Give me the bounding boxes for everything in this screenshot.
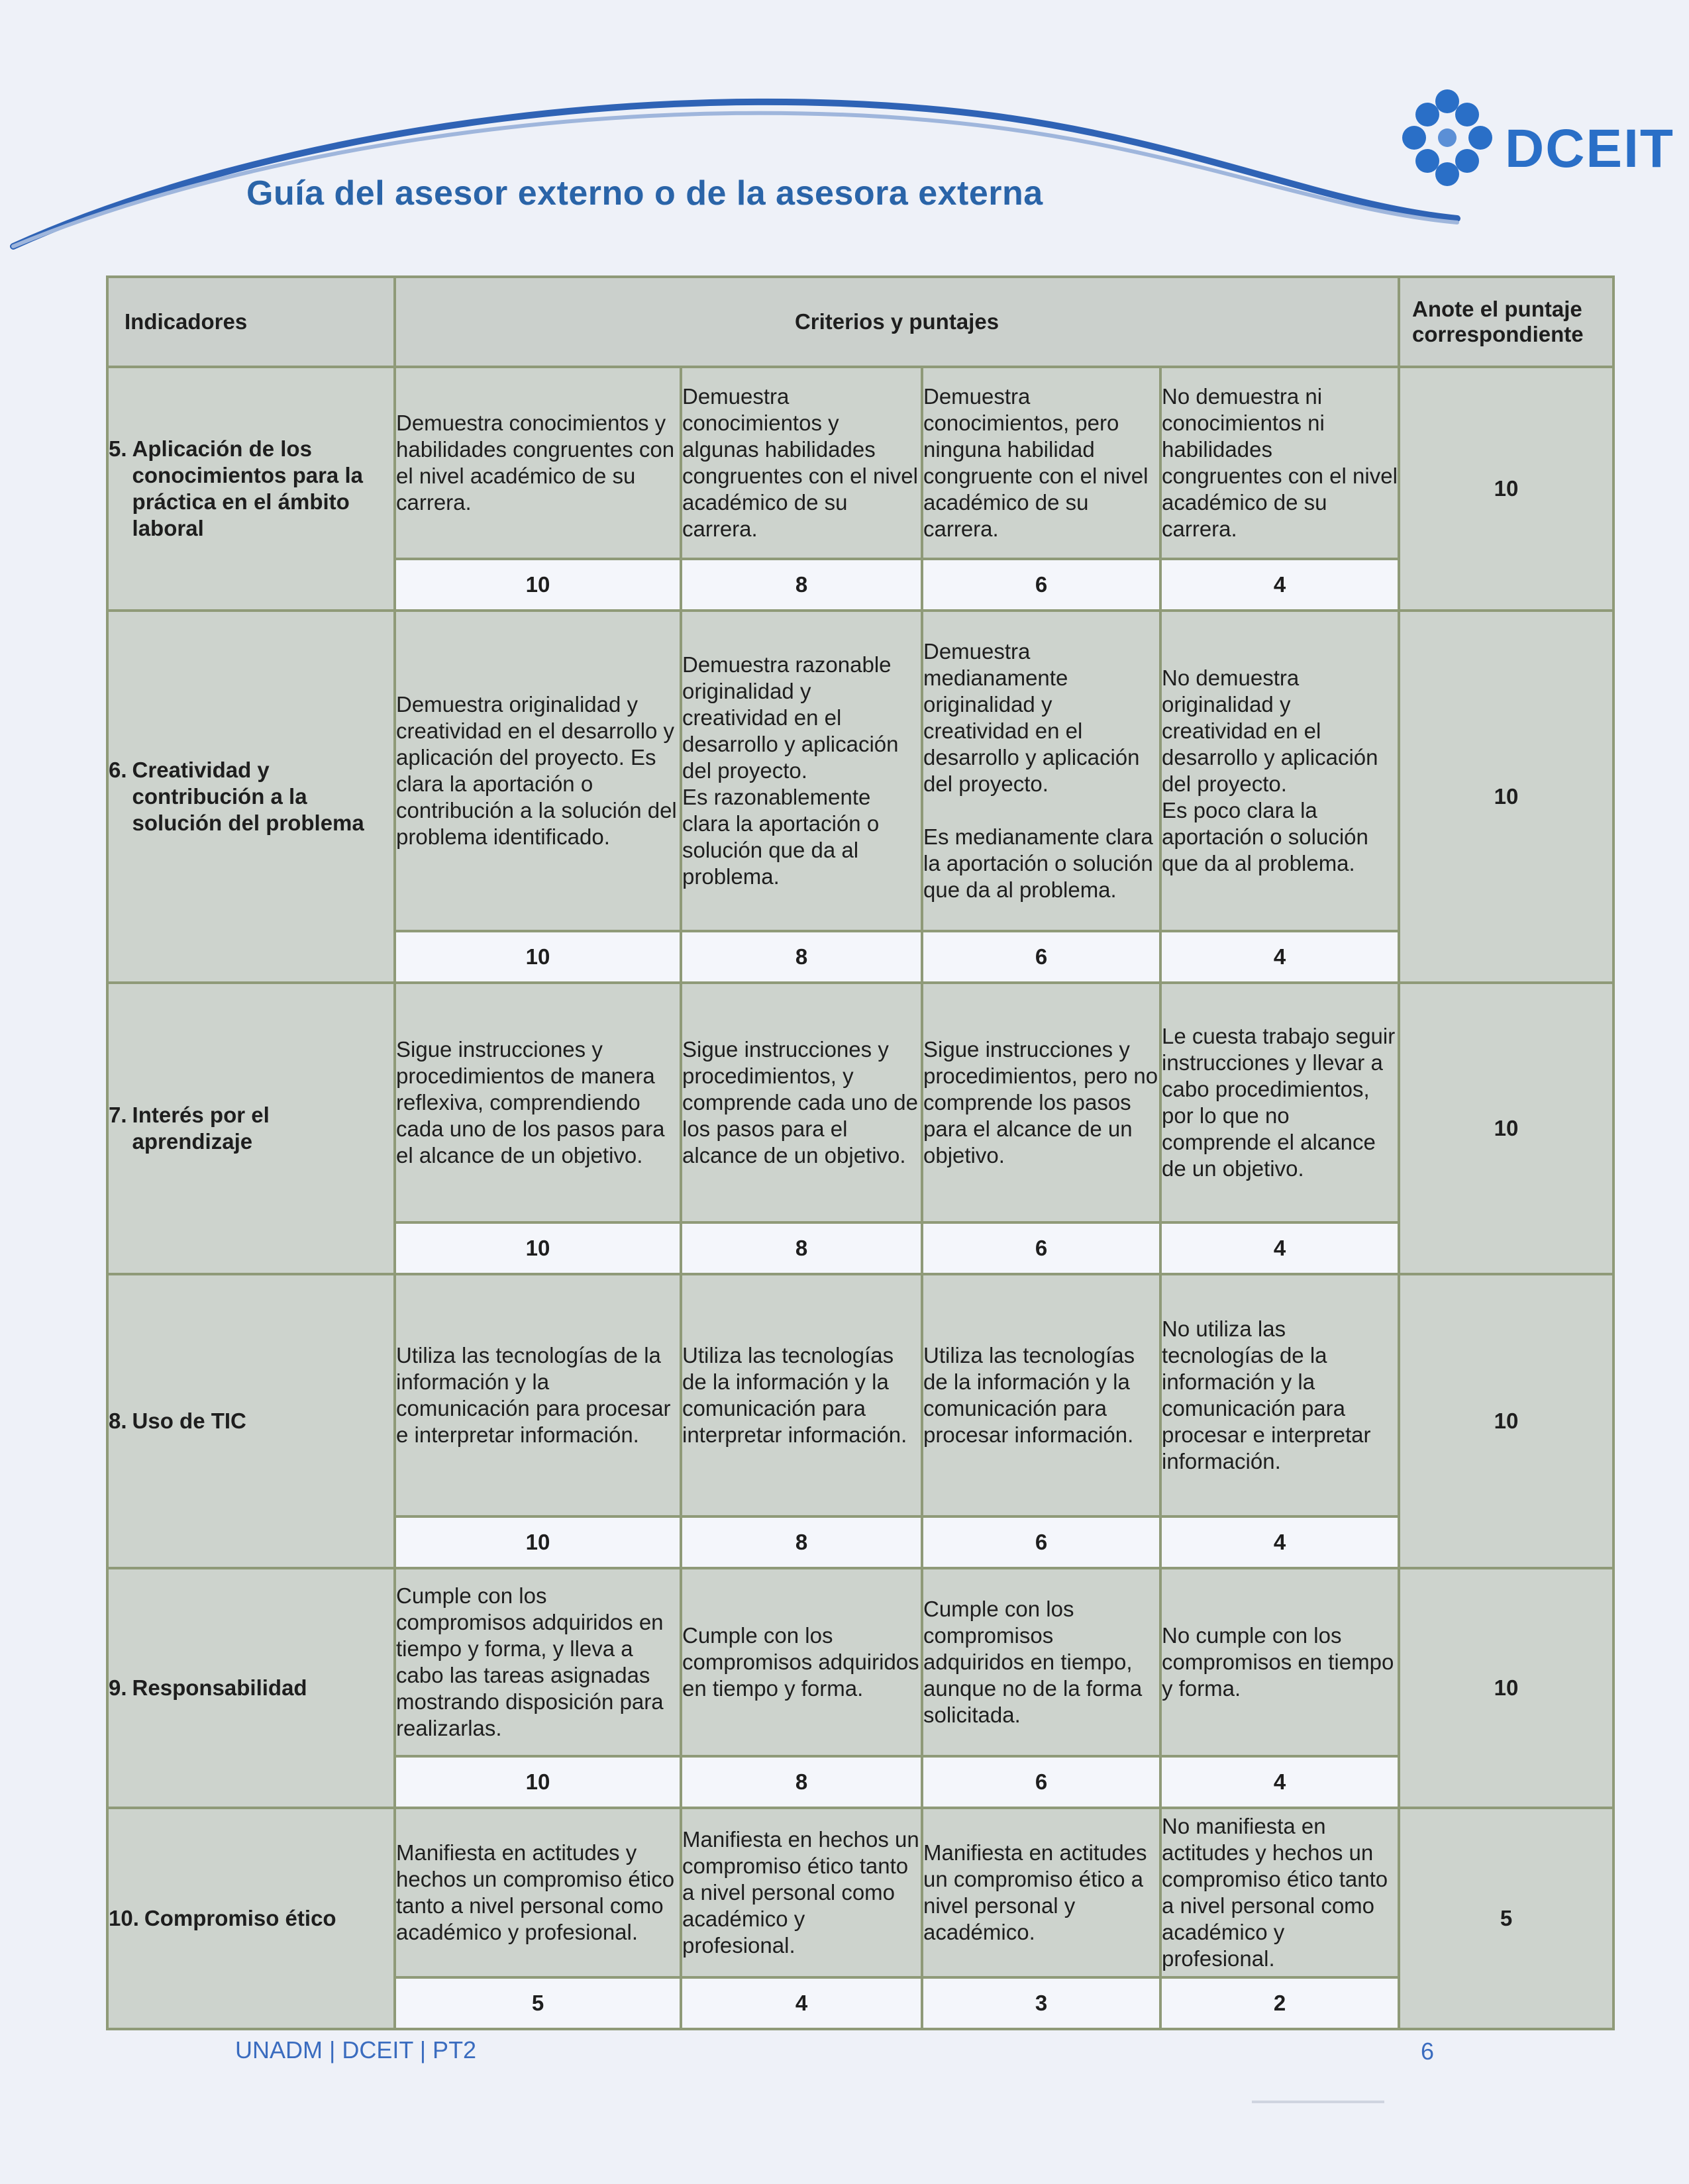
points-cell: 6 bbox=[922, 1516, 1160, 1568]
criterion-cell: No demuestra ni conocimientos ni habilidades congruentes con el nivel académico de su carrera. bbox=[1160, 367, 1399, 559]
points-cell: 10 bbox=[395, 1516, 681, 1568]
criterion-cell: Demuestra medianamente originalidad y creatividad en el desarrollo y aplicación del proyecto. Es medianamente clara la aportación o solución que da al problema. bbox=[922, 611, 1160, 931]
criterion-cell: No demuestra originalidad y creatividad en el desarrollo y aplicación del proyecto. Es poco clara la aportación o solución que da al problema. bbox=[1160, 611, 1399, 931]
points-cell: 10 bbox=[395, 1222, 681, 1274]
score-cell: 10 bbox=[1399, 983, 1613, 1274]
score-cell: 10 bbox=[1399, 1568, 1613, 1808]
criterion-cell: Demuestra conocimientos y algunas habilidades congruentes con el nivel académico de su carrera. bbox=[681, 367, 922, 559]
logo-text: DCEIT bbox=[1505, 119, 1674, 179]
score-cell: 10 bbox=[1399, 1274, 1613, 1568]
indicator-cell bbox=[107, 983, 395, 1274]
points-cell: 10 bbox=[395, 1756, 681, 1808]
points-cell: 3 bbox=[922, 1977, 1160, 2029]
evaluation-rubric-table bbox=[106, 275, 1615, 2030]
header-criteria: Criterios y puntajes bbox=[395, 277, 1399, 367]
table-row bbox=[107, 1274, 1613, 1516]
scan-mark bbox=[1252, 2101, 1384, 2103]
table-row bbox=[107, 367, 1613, 559]
indicator-number: 6. bbox=[109, 758, 127, 782]
indicator-cell bbox=[107, 611, 395, 983]
points-cell: 4 bbox=[1160, 1756, 1399, 1808]
indicator-number: 5. bbox=[109, 436, 127, 461]
footer-text: UNADM | DCEIT | PT2 bbox=[235, 2036, 477, 2063]
criterion-cell: Sigue instrucciones y procedimientos, y comprende cada uno de los pasos para el alcance de un objetivo. bbox=[681, 983, 922, 1222]
points-cell: 6 bbox=[922, 559, 1160, 611]
criterion-cell: Demuestra originalidad y creatividad en el desarrollo y aplicación del proyecto. Es clara la aportación o contribución a la solución del problema identificado. bbox=[395, 611, 681, 931]
indicator-number: 9. bbox=[109, 1675, 127, 1700]
table-row bbox=[107, 1568, 1613, 1756]
points-cell: 5 bbox=[395, 1977, 681, 2029]
table-row bbox=[107, 611, 1613, 931]
criterion-cell: Demuestra conocimientos, pero ninguna habilidad congruente con el nivel académico de su carrera. bbox=[922, 367, 1160, 559]
header-indicators: Indicadores bbox=[107, 277, 395, 367]
indicator-label: Creatividad y contribución a la solución del problema bbox=[132, 758, 364, 835]
score-cell: 10 bbox=[1399, 367, 1613, 611]
indicator-cell bbox=[107, 1274, 395, 1568]
page-title: Guía del asesor externo o de la asesora externa bbox=[246, 174, 1043, 213]
points-cell: 4 bbox=[681, 1977, 922, 2029]
points-cell: 4 bbox=[1160, 1516, 1399, 1568]
criterion-cell: Cumple con los compromisos adquiridos en tiempo y forma, y lleva a cabo las tareas asignadas mostrando disposición para realizarlas. bbox=[395, 1568, 681, 1756]
header-score: Anote el puntaje correspondiente bbox=[1399, 277, 1613, 367]
criterion-cell: Le cuesta trabajo seguir instrucciones y llevar a cabo procedimientos, por lo que no comprende el alcance de un objetivo. bbox=[1160, 983, 1399, 1222]
indicator-label: Compromiso ético bbox=[144, 1906, 336, 1930]
points-cell: 8 bbox=[681, 1516, 922, 1568]
score-cell: 5 bbox=[1399, 1808, 1613, 2029]
page-number: 6 bbox=[1421, 2038, 1435, 2065]
criterion-cell: Utiliza las tecnologías de la información y la comunicación para procesar información. bbox=[922, 1274, 1160, 1516]
indicator-label: Interés por el aprendizaje bbox=[132, 1103, 270, 1154]
indicator-number: 7. bbox=[109, 1103, 127, 1127]
table-row bbox=[107, 983, 1613, 1222]
points-cell: 8 bbox=[681, 1756, 922, 1808]
criterion-cell: Manifiesta en actitudes un compromiso ético a nivel personal y académico. bbox=[922, 1808, 1160, 1977]
points-cell: 6 bbox=[922, 1222, 1160, 1274]
score-cell: 10 bbox=[1399, 611, 1613, 983]
points-cell: 6 bbox=[922, 1756, 1160, 1808]
indicator-label: Responsabilidad bbox=[132, 1675, 307, 1700]
criterion-cell: Sigue instrucciones y procedimientos de manera reflexiva, comprendiendo cada uno de los pasos para el alcance de un objetivo. bbox=[395, 983, 681, 1222]
points-cell: 4 bbox=[1160, 559, 1399, 611]
criterion-cell: Demuestra razonable originalidad y creatividad en el desarrollo y aplicación del proyecto. Es razonablemente clara la aportación o solución que da al problema. bbox=[681, 611, 922, 931]
criterion-cell: No cumple con los compromisos en tiempo y forma. bbox=[1160, 1568, 1399, 1756]
criterion-cell: Demuestra conocimientos y habilidades congruentes con el nivel académico de su carrera. bbox=[395, 367, 681, 559]
criterion-cell: Utiliza las tecnologías de la información y la comunicación para interpretar información. bbox=[681, 1274, 922, 1516]
points-cell: 4 bbox=[1160, 1222, 1399, 1274]
table-row bbox=[107, 1808, 1613, 1977]
indicator-cell bbox=[107, 367, 395, 611]
criterion-cell: Cumple con los compromisos adquiridos en tiempo, aunque no de la forma solicitada. bbox=[922, 1568, 1160, 1756]
indicator-label: Uso de TIC bbox=[132, 1409, 246, 1433]
criterion-cell: Utiliza las tecnologías de la información y la comunicación para procesar e interpretar información. bbox=[395, 1274, 681, 1516]
points-cell: 2 bbox=[1160, 1977, 1399, 2029]
points-cell: 8 bbox=[681, 931, 922, 983]
points-cell: 4 bbox=[1160, 931, 1399, 983]
points-cell: 8 bbox=[681, 1222, 922, 1274]
criterion-cell: Manifiesta en actitudes y hechos un compromiso ético tanto a nivel personal como académico y profesional. bbox=[395, 1808, 681, 1977]
criterion-cell: No utiliza las tecnologías de la información y la comunicación para procesar e interpretar información. bbox=[1160, 1274, 1399, 1516]
criterion-cell: Sigue instrucciones y procedimientos, pero no comprende los pasos para el alcance de un objetivo. bbox=[922, 983, 1160, 1222]
indicator-cell bbox=[107, 1568, 395, 1808]
points-cell: 10 bbox=[395, 559, 681, 611]
table-header-row bbox=[107, 277, 1613, 367]
points-cell: 10 bbox=[395, 931, 681, 983]
points-cell: 6 bbox=[922, 931, 1160, 983]
points-cell: 8 bbox=[681, 559, 922, 611]
indicator-label: Aplicación de los conocimientos para la práctica en el ámbito laboral bbox=[132, 436, 363, 540]
criterion-cell: No manifiesta en actitudes y hechos un compromiso ético tanto a nivel personal como académico y profesional. bbox=[1160, 1808, 1399, 1977]
indicator-cell bbox=[107, 1808, 395, 2029]
indicator-number: 8. bbox=[109, 1409, 127, 1433]
indicator-number: 10. bbox=[109, 1906, 139, 1930]
criterion-cell: Manifiesta en hechos un compromiso ético tanto a nivel personal como académico y profesional. bbox=[681, 1808, 922, 1977]
criterion-cell: Cumple con los compromisos adquiridos en tiempo y forma. bbox=[681, 1568, 922, 1756]
